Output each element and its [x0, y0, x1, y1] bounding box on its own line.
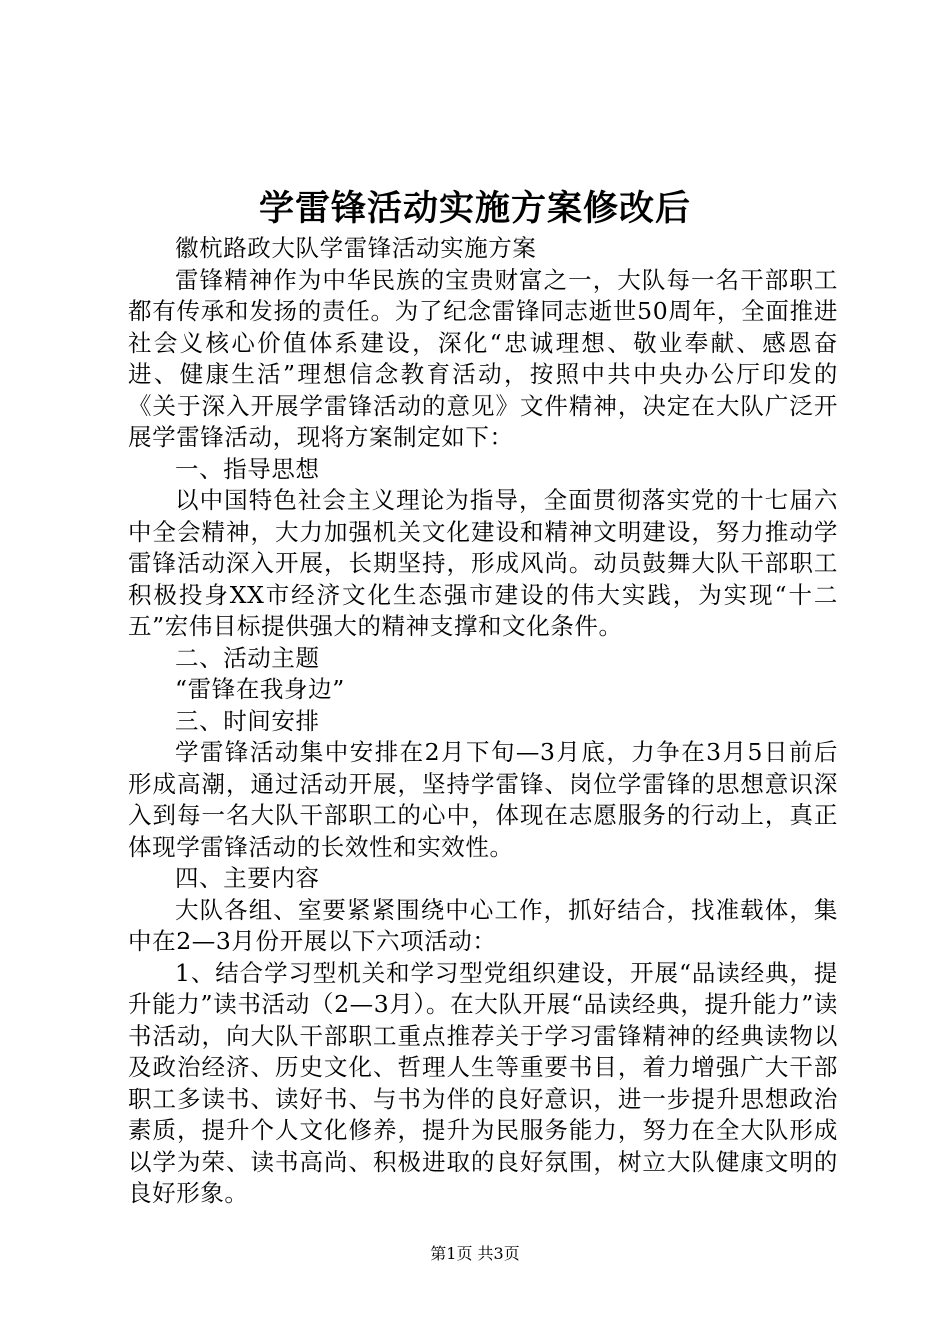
section-heading-main-content: 四、主要内容 [175, 864, 320, 892]
page-number-footer: 第1页 共3页 [430, 1244, 520, 1263]
document-title: 学雷锋活动实施方案修改后 [258, 188, 691, 229]
section-heading-theme: 二、活动主题 [175, 643, 320, 672]
paragraph-intro: 雷锋精神作为中华民族的宝贵财富之一，大队每一名干部职工都有传承和发扬的责任。为了纪念雷锋同志逝世50周年，全面推进社会义核心价值体系建设，深化“忠诚理想、敬业奉献、感恩奋进、健康生活”理想信念教育活动，按照中共中央办公厅印发的《关于深入开展学雷锋活动的意见》文件精神，决定在大队广泛开展学雷锋活动，现将方案制定如下： [128, 265, 838, 451]
paragraph-subtitle: 徽杭路政大队学雷锋活动实施方案 [175, 234, 537, 262]
paragraph-schedule: 学雷锋活动集中安排在2月下旬—3月底，力争在3月5日前后形成高潮，通过活动开展，坚持学雷锋、岗位学雷锋的思想意识深入到每一名大队干部职工的心中，体现在志愿服务的行动上，真正体现学雷锋活动的长效性和实效性。 [128, 738, 838, 861]
paragraph-activity-1: 1、结合学习型机关和学习型党组织建设，开展“品读经典，提升能力”读书活动（2—3月）。在大队开展“品读经典，提升能力”读书活动，向大队干部职工重点推荐关于学习雷锋精神的经典读物以及政治经济、历史文化、哲理人生等重要书目，着力增强广大干部职工多读书、读好书、与书为伴的良好意识，进一步提升思想政治素质，提升个人文化修养，提升为民服务能力，努力在全大队形成以学为荣、读书高尚、积极进取的良好氛围，树立大队健康文明的良好形象。 [128, 958, 838, 1207]
paragraph-main-content: 大队各组、室要紧紧围绕中心工作，抓好结合，找准载体，集中在2—3月份开展以下六项活动： [128, 895, 838, 955]
paragraph-theme: “雷锋在我身边” [175, 675, 345, 703]
section-heading-schedule: 三、时间安排 [175, 706, 320, 735]
paragraph-guiding-thought: 以中国特色社会主义理论为指导，全面贯彻落实党的十七届六中全会精神，大力加强机关文化建设和精神文明建设，努力推动学雷锋活动深入开展，长期坚持，形成风尚。动员鼓舞大队干部职工积极投身XX市经济文化生态强市建设的伟大实践，为实现“十二五”宏伟目标提供强大的精神支撑和文化条件。 [128, 486, 838, 640]
section-heading-guiding-thought: 一、指导思想 [175, 454, 320, 483]
document-body [128, 233, 838, 1210]
